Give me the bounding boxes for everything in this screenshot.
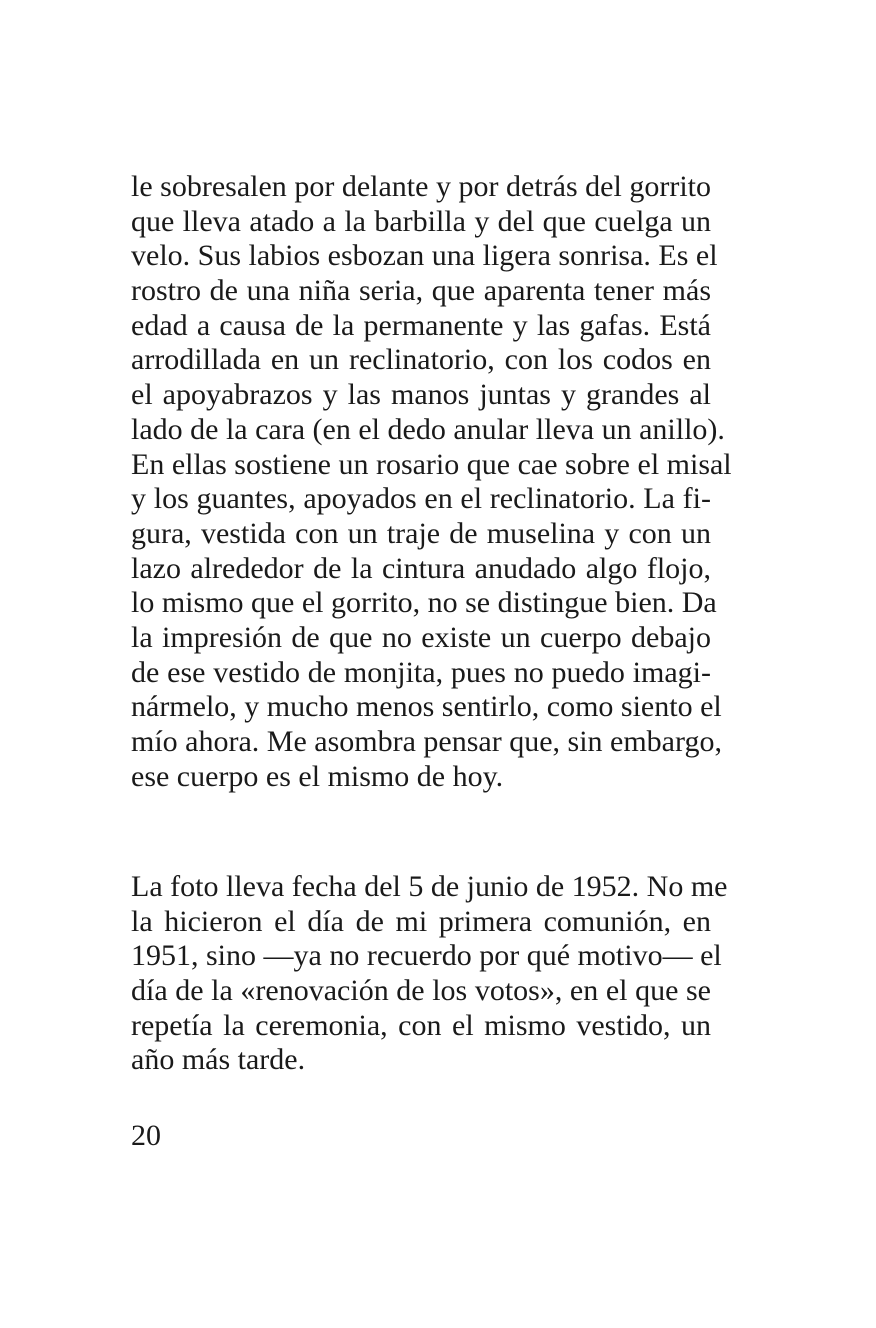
text-line: mío ahora. Me asombra pensar que, sin embargo, <box>131 725 722 758</box>
text-line: rostro de una niña seria, que aparenta tener más <box>131 274 711 308</box>
page-number: 20 <box>131 1119 161 1152</box>
text-line: día de la «renovación de los votos», en el que se <box>131 974 711 1008</box>
text-line: la hicieron el día de mi primera comunión, en <box>131 904 711 938</box>
text-line: lazo alrededor de la cintura anudado algo flojo, <box>131 551 711 585</box>
paragraph-1 <box>131 170 732 794</box>
text-line: edad a causa de la permanente y las gafas. Está <box>131 308 711 342</box>
text-line: año más tarde. <box>131 1043 306 1077</box>
text-line: La foto lleva fecha del 5 de junio de 1952. No me <box>131 870 728 903</box>
text-line: la impresión de que no existe un cuerpo debajo <box>131 620 711 654</box>
text-line: ese cuerpo es el mismo de hoy. <box>131 759 504 793</box>
text-line: nármelo, y mucho menos sentirlo, como siento el <box>131 690 722 724</box>
text-line: que lleva atado a la barbilla y del que cuelga un <box>131 204 711 238</box>
text-line: arrodillada en un reclinatorio, con los codos en <box>131 343 711 377</box>
text-line: y los guantes, apoyados en el reclinatorio. La fi- <box>131 482 711 516</box>
text-line: de ese vestido de monjita, pues no puedo imagi- <box>131 655 711 689</box>
text-line: lo mismo que el gorrito, no se distingue bien. Da <box>131 586 717 620</box>
text-line: En ellas sostiene un rosario que cae sobre el misal <box>131 447 732 481</box>
text-line: lado de la cara (en el dedo anular lleva un anillo). <box>131 412 725 446</box>
text-line: 1951, sino —ya no recuerdo por qué motivo— el <box>131 939 722 973</box>
text-line: velo. Sus labios esbozan una ligera sonrisa. Es el <box>131 239 718 273</box>
paragraph-2 <box>131 870 728 1078</box>
text-line: le sobresalen por delante y por detrás del gorrito <box>131 170 711 203</box>
text-line: el apoyabrazos y las manos juntas y grandes al <box>131 378 711 412</box>
text-line: repetía la ceremonia, con el mismo vestido, un <box>131 1008 711 1042</box>
text-line: gura, vestida con un traje de muselina y con un <box>131 516 711 550</box>
